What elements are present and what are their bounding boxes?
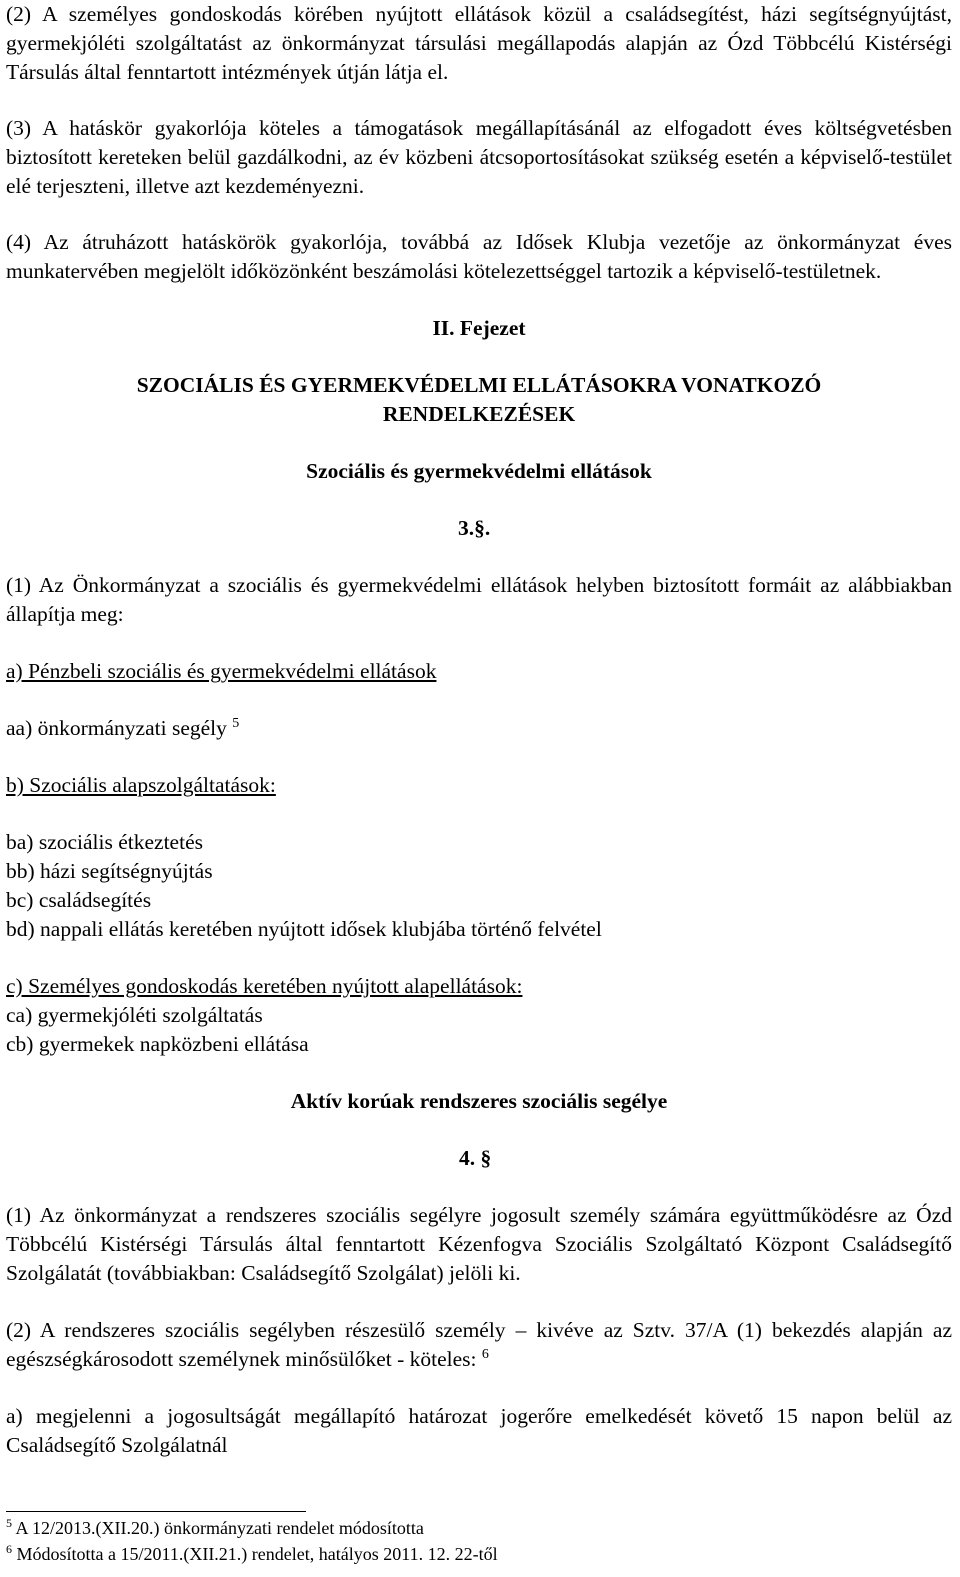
list-item-bd: bd) nappali ellátás keretében nyújtott idősek klubjába történő felvétel: [6, 917, 602, 941]
list-a-heading: a) Pénzbeli szociális és gyermekvédelmi ellátások: [6, 659, 437, 683]
section-3-paragraph-1: (1) Az Önkormányzat a szociális és gyermekvédelmi ellátások helyben biztosított formáit az alábbiakban állapítja meg:: [6, 573, 952, 626]
list-c-heading: c) Személyes gondoskodás keretében nyújtott alapellátások:: [6, 974, 523, 998]
list-item-bb: bb) házi segítségnyújtás: [6, 859, 213, 883]
footnote-separator: [6, 1511, 306, 1512]
paragraph-3: (3) A hatáskör gyakorlója köteles a támogatások megállapításánál az elfogadott éves költségvetésben biztosított kereteken belül gazdálkodni, az év közbeni átcsoportosításokat szükség esetén a képviselő-testület elé terjeszteni, illetve azt kezdeményezni.: [6, 116, 952, 198]
section-4-number: 4. §: [459, 1146, 492, 1170]
list-item-bc: bc) családsegítés: [6, 888, 152, 912]
section-subtitle-1: Szociális és gyermekvédelmi ellátások: [306, 459, 652, 483]
section-3-number: 3.§.: [458, 516, 491, 540]
chapter-title-line-2: RENDELKEZÉSEK: [382, 402, 576, 426]
section-4-paragraph-1: (1) Az önkormányzat a rendszeres szociális segélyre jogosult személy számára együttműködésre az Ózd Többcélú Kistérségi Társulás által fenntartott Kézenfogva Szociális Szolgáltató Központ Családsegítő Szolgálatát (továbbiakban: Családsegítő Szolgálat) jelöli ki.: [6, 1203, 952, 1285]
chapter-title-line-1: SZOCIÁLIS ÉS GYERMEKVÉDELMI ELLÁTÁSOKRA VONATKOZÓ: [136, 373, 822, 397]
chapter-heading: II. Fejezet: [432, 316, 526, 340]
footnote-6: $^6$ Módosította a 15/2011.(XII.21.) rendelet, hatályos 2011. 12. 22-től: [6, 1542, 498, 1564]
paragraph-4: (4) Az átruházott hatáskörök gyakorlója, továbbá az Idősek Klubja vezetője az önkormányzat éves munkatervében megjelölt időközönként beszámolási kötelezettséggel tartozik a képviselő-testületnek.: [6, 230, 952, 283]
section-subtitle-2: Aktív korúak rendszeres szociális segélye: [290, 1089, 668, 1113]
list-item-ba: ba) szociális étkeztetés: [6, 830, 203, 854]
document-body: [6, 0, 952, 1460]
paragraph-2: (2) A személyes gondoskodás körében nyújtott ellátások közül a családsegítést, házi segítségnyújtást, gyermekjóléti szolgáltatást az önkormányzat társulási megállapodás alapján az Ózd Többcélú Kistérségi Társulás által fenntartott intézmények útján látja el.: [6, 2, 952, 84]
list-item-aa: aa) önkormányzati segély $^5$: [6, 715, 240, 740]
section-4-item-a: a) megjelenni a jogosultságát megállapító határozat jogerőre emelkedését követő 15 napon belül az Családsegítő Szolgálatnál: [6, 1404, 952, 1457]
section-4-paragraph-2: (2) A rendszeres szociális segélyben részesülő személy – kivéve az Sztv. 37/A (1) bekezdés alapján az egészségkárosodott személynek minősülőket - köteles: $^6$: [6, 1318, 952, 1371]
footnote-ref-5: 5: [232, 715, 240, 731]
footnote-5: $^5$ A 12/2013.(XII.20.) önkormányzati rendelet módosította: [6, 1516, 424, 1538]
footnote-ref-6: 6: [481, 1346, 489, 1362]
list-item-cb: cb) gyermekek napközbeni ellátása: [6, 1032, 309, 1056]
list-item-ca: ca) gyermekjóléti szolgáltatás: [6, 1003, 263, 1027]
list-b-heading: b) Szociális alapszolgáltatások:: [6, 773, 276, 797]
